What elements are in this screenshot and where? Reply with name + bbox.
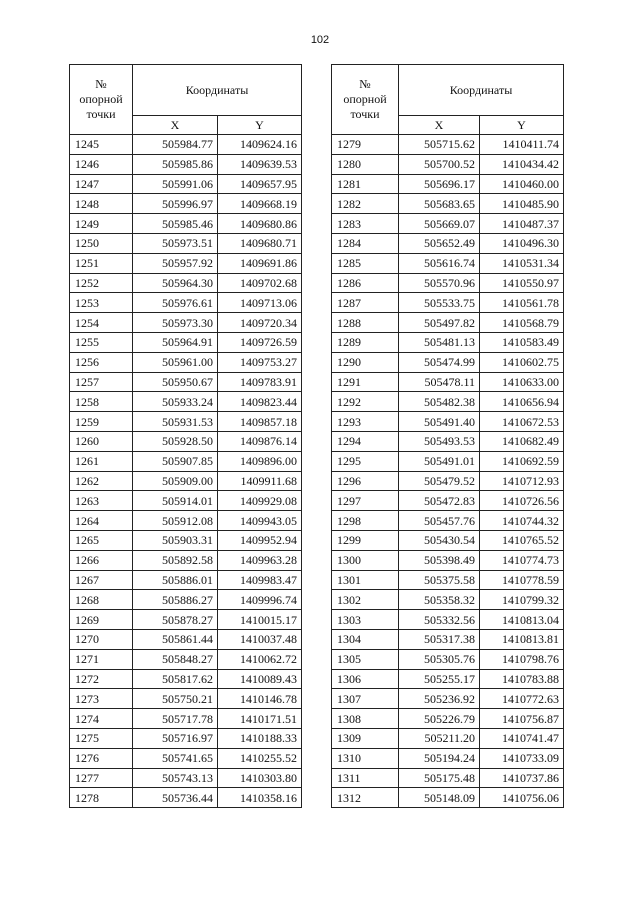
point-number-cell: 1305 (332, 649, 399, 669)
y-coordinate-cell: 1409691.86 (218, 253, 302, 273)
x-coordinate-cell: 505985.46 (133, 214, 218, 234)
x-coordinate-cell: 505533.75 (399, 293, 480, 313)
x-coordinate-cell: 505481.13 (399, 332, 480, 352)
table-row (70, 253, 302, 273)
table-row (70, 669, 302, 689)
table-row (332, 174, 564, 194)
table-row (70, 214, 302, 234)
point-number-cell: 1296 (332, 471, 399, 491)
x-coordinate-cell: 505861.44 (133, 629, 218, 649)
table-row (70, 392, 302, 412)
y-coordinate-cell: 1410146.78 (218, 689, 302, 709)
y-coordinate-cell: 1410583.49 (480, 332, 564, 352)
y-coordinate-cell: 1410037.48 (218, 629, 302, 649)
y-coordinate-cell: 1410015.17 (218, 610, 302, 630)
table-row (332, 748, 564, 768)
x-coordinate-cell: 505914.01 (133, 491, 218, 511)
point-number-cell: 1276 (70, 748, 133, 768)
table-row (332, 154, 564, 174)
x-coordinate-cell: 505491.01 (399, 451, 480, 471)
y-coordinate-cell: 1409929.08 (218, 491, 302, 511)
y-coordinate-cell: 1410485.90 (480, 194, 564, 214)
x-coordinate-cell: 505715.62 (399, 135, 480, 155)
x-coordinate-cell: 505973.30 (133, 313, 218, 333)
y-coordinate-cell: 1409680.86 (218, 214, 302, 234)
coords-header: Координаты (133, 65, 302, 116)
table-row (332, 511, 564, 531)
y-coordinate-cell: 1410602.75 (480, 352, 564, 372)
point-number-cell: 1270 (70, 629, 133, 649)
x-coordinate-cell: 505696.17 (399, 174, 480, 194)
x-coordinate-cell: 505474.99 (399, 352, 480, 372)
table-row (332, 293, 564, 313)
table-row (70, 412, 302, 432)
point-number-cell: 1250 (70, 233, 133, 253)
x-coordinate-cell: 505909.00 (133, 471, 218, 491)
point-number-cell: 1271 (70, 649, 133, 669)
y-coordinate-cell: 1409639.53 (218, 154, 302, 174)
y-coordinate-cell: 1410772.63 (480, 689, 564, 709)
y-coordinate-cell: 1410744.32 (480, 511, 564, 531)
point-number-cell: 1267 (70, 570, 133, 590)
y-coordinate-cell: 1410726.56 (480, 491, 564, 511)
point-number-cell: 1291 (332, 372, 399, 392)
y-coordinate-cell: 1410733.09 (480, 748, 564, 768)
point-number-cell: 1248 (70, 194, 133, 214)
table-row (332, 214, 564, 234)
point-number-cell: 1285 (332, 253, 399, 273)
table-row (332, 530, 564, 550)
x-coordinate-cell: 505743.13 (133, 768, 218, 788)
table-row (70, 135, 302, 155)
y-coordinate-cell: 1410741.47 (480, 728, 564, 748)
point-number-cell: 1280 (332, 154, 399, 174)
point-number-cell: 1308 (332, 709, 399, 729)
y-coordinate-cell: 1410682.49 (480, 431, 564, 451)
x-coordinate-cell: 505616.74 (399, 253, 480, 273)
x-coordinate-cell: 505892.58 (133, 550, 218, 570)
coordinates-table-right (331, 64, 564, 808)
table-row (332, 412, 564, 432)
y-coordinate-cell: 1410756.06 (480, 788, 564, 808)
y-coordinate-cell: 1410411.74 (480, 135, 564, 155)
y-coordinate-cell: 1409713.06 (218, 293, 302, 313)
y-coordinate-cell: 1410487.37 (480, 214, 564, 234)
y-coordinate-cell: 1410171.51 (218, 709, 302, 729)
point-number-cell: 1306 (332, 669, 399, 689)
x-coordinate-cell: 505472.83 (399, 491, 480, 511)
y-coordinate-cell: 1410568.79 (480, 313, 564, 333)
y-coordinate-cell: 1409753.27 (218, 352, 302, 372)
x-coordinate-cell: 505964.30 (133, 273, 218, 293)
table-row (332, 233, 564, 253)
point-number-cell: 1304 (332, 629, 399, 649)
table-row (70, 689, 302, 709)
y-coordinate-cell: 1410303.80 (218, 768, 302, 788)
x-coordinate-cell: 505652.49 (399, 233, 480, 253)
point-number-cell: 1266 (70, 550, 133, 570)
table-row (70, 293, 302, 313)
point-number-cell: 1309 (332, 728, 399, 748)
y-coordinate-cell: 1410561.78 (480, 293, 564, 313)
x-coordinate-cell: 505961.00 (133, 352, 218, 372)
y-coordinate-cell: 1409952.94 (218, 530, 302, 550)
x-coordinate-cell: 505984.77 (133, 135, 218, 155)
table-row (70, 709, 302, 729)
table-row (332, 689, 564, 709)
point-number-cell: 1307 (332, 689, 399, 709)
y-coordinate-cell: 1410496.30 (480, 233, 564, 253)
point-number-cell: 1312 (332, 788, 399, 808)
table-row (70, 610, 302, 630)
x-coordinate-cell: 505175.48 (399, 768, 480, 788)
point-number-cell: 1253 (70, 293, 133, 313)
point-number-cell: 1282 (332, 194, 399, 214)
table-row (332, 788, 564, 808)
table-row (70, 649, 302, 669)
y-coordinate-cell: 1409726.59 (218, 332, 302, 352)
point-number-cell: 1268 (70, 590, 133, 610)
x-coordinate-cell: 505493.53 (399, 431, 480, 451)
coords-header: Координаты (399, 65, 564, 116)
y-coordinate-cell: 1410774.73 (480, 550, 564, 570)
y-coordinate-cell: 1409657.95 (218, 174, 302, 194)
x-coordinate-cell: 505964.91 (133, 332, 218, 352)
point-number-cell: 1299 (332, 530, 399, 550)
x-coordinate-cell: 505148.09 (399, 788, 480, 808)
table-row (70, 174, 302, 194)
table-row (332, 392, 564, 412)
point-number-cell: 1249 (70, 214, 133, 234)
table-row (70, 491, 302, 511)
table-row (70, 550, 302, 570)
table-row (332, 728, 564, 748)
point-header: № опорной точки (70, 65, 133, 135)
point-number-cell: 1246 (70, 154, 133, 174)
y-coordinate-cell: 1409876.14 (218, 431, 302, 451)
table-row (332, 135, 564, 155)
x-coordinate-cell: 505211.20 (399, 728, 480, 748)
x-coordinate-cell: 505317.38 (399, 629, 480, 649)
y-coordinate-cell: 1410460.00 (480, 174, 564, 194)
point-number-cell: 1255 (70, 332, 133, 352)
table-row (332, 451, 564, 471)
table-row (70, 332, 302, 352)
y-coordinate-cell: 1410783.88 (480, 669, 564, 689)
point-number-cell: 1302 (332, 590, 399, 610)
x-header: X (133, 116, 218, 135)
table-row (70, 511, 302, 531)
y-coordinate-cell: 1410550.97 (480, 273, 564, 293)
point-number-cell: 1275 (70, 728, 133, 748)
x-coordinate-cell: 505478.11 (399, 372, 480, 392)
y-coordinate-cell: 1409702.68 (218, 273, 302, 293)
y-coordinate-cell: 1410798.76 (480, 649, 564, 669)
x-coordinate-cell: 505933.24 (133, 392, 218, 412)
table-row (70, 471, 302, 491)
point-number-cell: 1293 (332, 412, 399, 432)
x-coordinate-cell: 505700.52 (399, 154, 480, 174)
table-row (332, 768, 564, 788)
y-coordinate-cell: 1409720.34 (218, 313, 302, 333)
point-number-cell: 1278 (70, 788, 133, 808)
point-number-cell: 1297 (332, 491, 399, 511)
table-row (332, 471, 564, 491)
point-number-cell: 1252 (70, 273, 133, 293)
y-coordinate-cell: 1410813.04 (480, 610, 564, 630)
table-row (332, 610, 564, 630)
point-number-cell: 1260 (70, 431, 133, 451)
point-number-cell: 1287 (332, 293, 399, 313)
table-row (332, 649, 564, 669)
point-number-cell: 1258 (70, 392, 133, 412)
y-header: Y (218, 116, 302, 135)
x-coordinate-cell: 505950.67 (133, 372, 218, 392)
table-row (332, 352, 564, 372)
x-coordinate-cell: 505669.07 (399, 214, 480, 234)
x-coordinate-cell: 505457.76 (399, 511, 480, 531)
x-coordinate-cell: 505903.31 (133, 530, 218, 550)
y-coordinate-cell: 1410062.72 (218, 649, 302, 669)
y-coordinate-cell: 1410778.59 (480, 570, 564, 590)
table-row (70, 629, 302, 649)
table-row (70, 233, 302, 253)
table-row (70, 451, 302, 471)
x-coordinate-cell: 505305.76 (399, 649, 480, 669)
table-row (332, 550, 564, 570)
point-number-cell: 1294 (332, 431, 399, 451)
x-coordinate-cell: 505741.65 (133, 748, 218, 768)
table-row (332, 491, 564, 511)
point-number-cell: 1289 (332, 332, 399, 352)
y-coordinate-cell: 1409943.05 (218, 511, 302, 531)
x-coordinate-cell: 505375.58 (399, 570, 480, 590)
table-row (332, 313, 564, 333)
table-row (70, 352, 302, 372)
x-coordinate-cell: 505255.17 (399, 669, 480, 689)
table-row (70, 530, 302, 550)
table-row (332, 194, 564, 214)
x-coordinate-cell: 505957.92 (133, 253, 218, 273)
point-number-cell: 1311 (332, 768, 399, 788)
y-coordinate-cell: 1410089.43 (218, 669, 302, 689)
y-coordinate-cell: 1409823.44 (218, 392, 302, 412)
point-number-cell: 1310 (332, 748, 399, 768)
x-coordinate-cell: 505194.24 (399, 748, 480, 768)
point-number-cell: 1281 (332, 174, 399, 194)
point-number-cell: 1264 (70, 511, 133, 531)
point-number-cell: 1301 (332, 570, 399, 590)
table-row (332, 431, 564, 451)
point-number-cell: 1303 (332, 610, 399, 630)
x-coordinate-cell: 505750.21 (133, 689, 218, 709)
y-coordinate-cell: 1410672.53 (480, 412, 564, 432)
point-header: № опорной точки (332, 65, 399, 135)
table-row (332, 273, 564, 293)
x-coordinate-cell: 505886.01 (133, 570, 218, 590)
point-number-cell: 1279 (332, 135, 399, 155)
y-coordinate-cell: 1410813.81 (480, 629, 564, 649)
table-row (70, 728, 302, 748)
point-number-cell: 1295 (332, 451, 399, 471)
y-coordinate-cell: 1410692.59 (480, 451, 564, 471)
table-row (70, 748, 302, 768)
y-coordinate-cell: 1409668.19 (218, 194, 302, 214)
x-coordinate-cell: 505716.97 (133, 728, 218, 748)
point-number-cell: 1265 (70, 530, 133, 550)
x-coordinate-cell: 505736.44 (133, 788, 218, 808)
x-coordinate-cell: 505497.82 (399, 313, 480, 333)
x-header: X (399, 116, 480, 135)
x-coordinate-cell: 505236.92 (399, 689, 480, 709)
table-row (70, 768, 302, 788)
x-coordinate-cell: 505226.79 (399, 709, 480, 729)
point-number-cell: 1300 (332, 550, 399, 570)
y-coordinate-cell: 1410737.86 (480, 768, 564, 788)
x-coordinate-cell: 505985.86 (133, 154, 218, 174)
x-coordinate-cell: 505683.65 (399, 194, 480, 214)
table-row (70, 431, 302, 451)
table-row (332, 590, 564, 610)
x-coordinate-cell: 505358.32 (399, 590, 480, 610)
table-row (70, 590, 302, 610)
table-row (70, 570, 302, 590)
y-coordinate-cell: 1410756.87 (480, 709, 564, 729)
point-number-cell: 1273 (70, 689, 133, 709)
point-number-cell: 1254 (70, 313, 133, 333)
x-coordinate-cell: 505878.27 (133, 610, 218, 630)
table-row (332, 570, 564, 590)
x-coordinate-cell: 505931.53 (133, 412, 218, 432)
x-coordinate-cell: 505570.96 (399, 273, 480, 293)
y-coordinate-cell: 1409911.68 (218, 471, 302, 491)
y-coordinate-cell: 1409896.00 (218, 451, 302, 471)
x-coordinate-cell: 505912.08 (133, 511, 218, 531)
point-number-cell: 1261 (70, 451, 133, 471)
y-coordinate-cell: 1409857.18 (218, 412, 302, 432)
point-number-cell: 1283 (332, 214, 399, 234)
point-number-cell: 1251 (70, 253, 133, 273)
point-number-cell: 1247 (70, 174, 133, 194)
y-coordinate-cell: 1410434.42 (480, 154, 564, 174)
table-row (332, 669, 564, 689)
x-coordinate-cell: 505817.62 (133, 669, 218, 689)
x-coordinate-cell: 505907.85 (133, 451, 218, 471)
y-coordinate-cell: 1410712.93 (480, 471, 564, 491)
x-coordinate-cell: 505491.40 (399, 412, 480, 432)
y-coordinate-cell: 1410358.16 (218, 788, 302, 808)
y-coordinate-cell: 1410255.52 (218, 748, 302, 768)
page-number: 102 (310, 34, 330, 46)
point-number-cell: 1274 (70, 709, 133, 729)
point-number-cell: 1245 (70, 135, 133, 155)
x-coordinate-cell: 505332.56 (399, 610, 480, 630)
y-coordinate-cell: 1409680.71 (218, 233, 302, 253)
y-coordinate-cell: 1409963.28 (218, 550, 302, 570)
x-coordinate-cell: 505928.50 (133, 431, 218, 451)
table-row (332, 253, 564, 273)
x-coordinate-cell: 505996.97 (133, 194, 218, 214)
point-number-cell: 1259 (70, 412, 133, 432)
x-coordinate-cell: 505886.27 (133, 590, 218, 610)
point-number-cell: 1286 (332, 273, 399, 293)
x-coordinate-cell: 505973.51 (133, 233, 218, 253)
table-row (332, 629, 564, 649)
x-coordinate-cell: 505398.49 (399, 550, 480, 570)
table-row (70, 154, 302, 174)
point-number-cell: 1269 (70, 610, 133, 630)
x-coordinate-cell: 505482.38 (399, 392, 480, 412)
point-number-cell: 1262 (70, 471, 133, 491)
x-coordinate-cell: 505976.61 (133, 293, 218, 313)
x-coordinate-cell: 505430.54 (399, 530, 480, 550)
table-row (332, 709, 564, 729)
point-number-cell: 1292 (332, 392, 399, 412)
table-row (332, 332, 564, 352)
point-number-cell: 1256 (70, 352, 133, 372)
table-row (70, 788, 302, 808)
x-coordinate-cell: 505848.27 (133, 649, 218, 669)
y-coordinate-cell: 1410531.34 (480, 253, 564, 273)
table-row (332, 372, 564, 392)
y-coordinate-cell: 1410765.52 (480, 530, 564, 550)
point-number-cell: 1272 (70, 669, 133, 689)
y-coordinate-cell: 1409783.91 (218, 372, 302, 392)
point-number-cell: 1298 (332, 511, 399, 531)
y-header: Y (480, 116, 564, 135)
point-number-cell: 1257 (70, 372, 133, 392)
point-number-cell: 1277 (70, 768, 133, 788)
x-coordinate-cell: 505991.06 (133, 174, 218, 194)
y-coordinate-cell: 1409996.74 (218, 590, 302, 610)
x-coordinate-cell: 505717.78 (133, 709, 218, 729)
point-number-cell: 1263 (70, 491, 133, 511)
point-number-cell: 1290 (332, 352, 399, 372)
table-row (70, 372, 302, 392)
x-coordinate-cell: 505479.52 (399, 471, 480, 491)
table-row (70, 273, 302, 293)
table-row (70, 194, 302, 214)
y-coordinate-cell: 1409624.16 (218, 135, 302, 155)
y-coordinate-cell: 1409983.47 (218, 570, 302, 590)
table-row (70, 313, 302, 333)
point-number-cell: 1288 (332, 313, 399, 333)
y-coordinate-cell: 1410656.94 (480, 392, 564, 412)
point-number-cell: 1284 (332, 233, 399, 253)
y-coordinate-cell: 1410799.32 (480, 590, 564, 610)
y-coordinate-cell: 1410633.00 (480, 372, 564, 392)
coordinates-table-left (69, 64, 302, 808)
y-coordinate-cell: 1410188.33 (218, 728, 302, 748)
